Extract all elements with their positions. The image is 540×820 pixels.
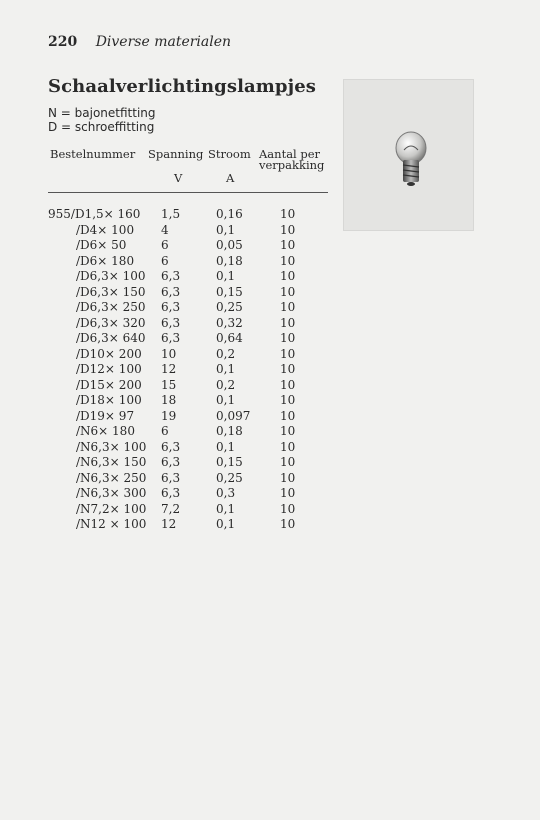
cell-order-no: /D6,3× 250 [76, 300, 146, 314]
cell-current: 0,15 [216, 284, 243, 299]
header-rule [48, 192, 328, 193]
cell-voltage: 7,2 [161, 501, 181, 516]
cell-current: 0,097 [216, 408, 251, 423]
section-title: Schaalverlichtingslampjes [48, 76, 317, 97]
running-header [48, 34, 231, 50]
cell-voltage: 6 [161, 253, 169, 268]
column-header-order-no: Bestelnummer [50, 147, 136, 161]
cell-qty: 10 [280, 501, 296, 516]
cell-current: 0,18 [216, 424, 243, 438]
cell-qty: 10 [280, 300, 296, 314]
cell-current: 0,1 [216, 269, 236, 283]
cell-current: 0,1 [216, 517, 236, 531]
cell-current: 0,05 [216, 238, 243, 252]
column-header-qty: Aantal per [259, 147, 321, 161]
cell-voltage: 6,3 [161, 315, 181, 330]
cell-qty: 10 [280, 269, 296, 283]
cell-voltage: 12 [161, 362, 177, 376]
lamp-photo [343, 79, 474, 231]
cell-voltage: 19 [161, 408, 177, 423]
cell-order-no: /N6,3× 300 [76, 486, 147, 500]
cell-qty: 10 [280, 331, 296, 345]
cell-current: 0,3 [216, 486, 236, 500]
column-header-current: Stroom [208, 147, 251, 161]
column-header-qty-line2: verpakking [259, 158, 325, 172]
legend-line-screw: D = schroeffitting [48, 120, 155, 134]
light-bulb-photo-icon [344, 80, 473, 230]
cell-current: 0,25 [216, 300, 243, 314]
cell-order-no: /N6,3× 100 [76, 439, 147, 454]
cell-order-no: /D4× 100 [76, 222, 135, 237]
cell-voltage: 6,3 [161, 284, 181, 299]
cell-voltage: 6,3 [161, 331, 181, 345]
cell-order-no: /D6× 180 [76, 253, 135, 268]
running-title: Diverse materialen [95, 34, 232, 50]
cell-qty: 10 [280, 393, 296, 407]
cell-current: 0,1 [216, 501, 236, 516]
cell-voltage: 6,3 [161, 455, 181, 469]
cell-voltage: 15 [161, 377, 177, 392]
cell-voltage: 6 [161, 424, 169, 438]
cell-voltage: 4 [161, 222, 169, 237]
cell-current: 0,64 [216, 331, 243, 345]
cell-qty: 10 [280, 346, 296, 361]
cell-voltage: 12 [161, 517, 177, 531]
cell-order-no: /D6,3× 150 [76, 284, 146, 299]
cell-voltage: 6,3 [161, 470, 181, 485]
cell-qty: 10 [280, 362, 296, 376]
cell-qty: 10 [280, 439, 296, 454]
cell-current: 0,2 [216, 346, 236, 361]
cell-order-no: /D6× 50 [76, 238, 127, 252]
cell-qty: 10 [280, 470, 296, 485]
cell-order-no: /N6,3× 150 [76, 455, 147, 469]
cell-order-no: /N6,3× 250 [76, 470, 147, 485]
cell-qty: 10 [280, 238, 296, 252]
cell-order-no: /D15× 200 [76, 377, 142, 392]
cell-current: 0,1 [216, 393, 236, 407]
cell-current: 0,32 [216, 315, 243, 330]
cell-qty: 10 [280, 253, 296, 268]
cell-order-no: /N12 × 100 [76, 517, 147, 531]
cell-voltage: 6,3 [161, 486, 181, 500]
cell-order-no: /D19× 97 [76, 408, 135, 423]
cell-order-no: /N7,2× 100 [76, 501, 147, 516]
cell-qty: 10 [280, 408, 296, 423]
cell-qty: 10 [280, 207, 296, 221]
cell-current: 0,1 [216, 439, 236, 454]
cell-order-no: /D6,3× 320 [76, 315, 146, 330]
cell-current: 0,1 [216, 222, 236, 237]
page-number: 220 [48, 34, 78, 50]
cell-qty: 10 [280, 517, 296, 531]
cell-order-no: 955/D1,5× 160 [48, 207, 141, 221]
cell-qty: 10 [280, 315, 296, 330]
cell-current: 0,2 [216, 377, 236, 392]
column-unit-voltage: V [174, 171, 183, 185]
cell-current: 0,18 [216, 253, 243, 268]
column-header-voltage: Spanning [148, 147, 204, 161]
cell-voltage: 6 [161, 238, 169, 252]
cell-voltage: 6,3 [161, 269, 181, 283]
cell-qty: 10 [280, 284, 296, 299]
cell-qty: 10 [280, 222, 296, 237]
cell-voltage: 1,5 [161, 207, 181, 221]
cell-order-no: /D6,3× 640 [76, 331, 146, 345]
cell-order-no: /D18× 100 [76, 393, 142, 407]
cell-order-no: /D6,3× 100 [76, 269, 146, 283]
cell-order-no: /D12× 100 [76, 362, 142, 376]
cell-qty: 10 [280, 455, 296, 469]
cell-voltage: 18 [161, 393, 177, 407]
cell-voltage: 6,3 [161, 439, 181, 454]
fitting-legend [48, 106, 156, 134]
cell-order-no: /D10× 200 [76, 346, 142, 361]
cell-current: 0,15 [216, 455, 243, 469]
cell-voltage: 10 [161, 346, 177, 361]
cell-qty: 10 [280, 486, 296, 500]
cell-current: 0,16 [216, 207, 243, 221]
cell-order-no: /N6× 180 [76, 424, 135, 438]
cell-qty: 10 [280, 377, 296, 392]
cell-current: 0,1 [216, 362, 236, 376]
column-unit-current: A [226, 171, 235, 185]
cell-voltage: 6,3 [161, 300, 181, 314]
legend-line-bayonet: N = bajonetfitting [48, 106, 156, 120]
cell-qty: 10 [280, 424, 296, 438]
cell-current: 0,25 [216, 470, 243, 485]
